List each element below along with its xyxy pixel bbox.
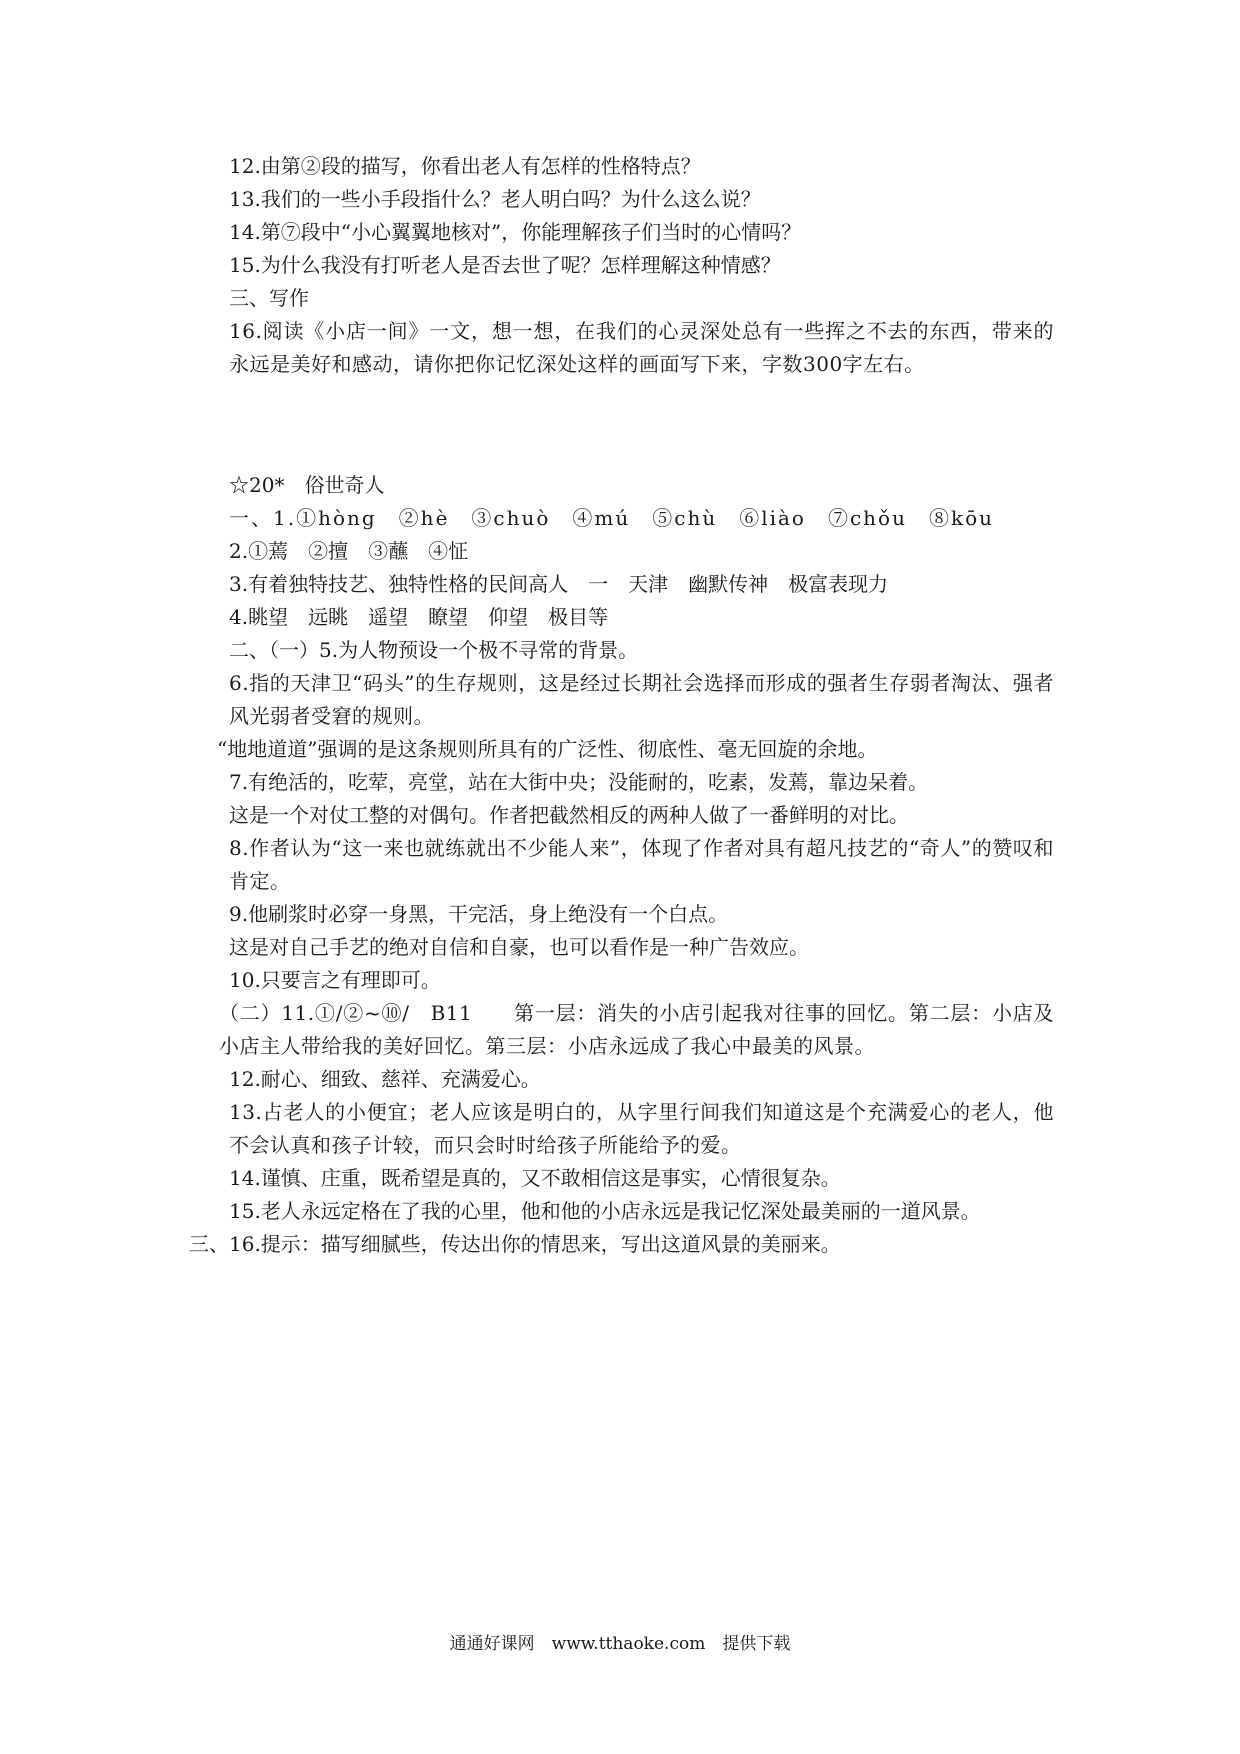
answer-6b: “地地道道”强调的是这条规则所具有的广泛性、彻底性、毫无回旋的余地。	[217, 737, 878, 761]
answer-7b: 这是一个对仗工整的对偶句。作者把截然相反的两种人做了一番鲜明的对比。	[229, 803, 909, 827]
answer-1: 一、1.①hòng ②hè ③chuò ④mú ⑤chù ⑥liào ⑦chǒu ⑧kōu	[229, 506, 995, 530]
answer-14: 14.谨慎、庄重，既希望是真的，又不敢相信这是事实，心情很复杂。	[229, 1166, 841, 1190]
answer-6: 6.指的天津卫“码头”的生存规则，这是经过长期社会选择而形成的强者生存弱者淘汰、强者风光弱者受窘的规则。	[229, 671, 1054, 728]
answer-16: 三、16.提示：描写细腻些，传达出你的情思来，写出这道风景的美丽来。	[189, 1232, 841, 1256]
question-13: 13.我们的一些小手段指什么？老人明白吗？为什么这么说？	[229, 187, 761, 211]
answer-9b: 这是对自己手艺的绝对自信和自豪，也可以看作是一种广告效应。	[229, 935, 809, 959]
answer-4: 4.眺望 远眺 遥望 瞭望 仰望 极目等	[229, 605, 609, 629]
answer-3: 3.有着独特技艺、独特性格的民间高人 一 天津 幽默传神 极富表现力	[229, 572, 889, 596]
lesson-title: ☆20* 俗世奇人	[229, 473, 385, 497]
answer-8: 8.作者认为“这一来也就练就出不少能人来”，体现了作者对具有超凡技艺的“奇人”的赞叹和肯定。	[229, 836, 1054, 893]
section-gap	[189, 381, 1054, 469]
answer-11: （二）11.①/②~⑩/ B11 第一层：消失的小店引起我对往事的回忆。第二层：小店及小店主人带给我的美好回忆。第三层：小店永远成了我心中最美的风景。	[219, 1001, 1054, 1058]
answer-5: 二、（一）5.为人物预设一个极不寻常的背景。	[229, 638, 639, 662]
question-15: 15.为什么我没有打听老人是否去世了呢？怎样理解这种情感？	[229, 253, 781, 277]
question-12: 12.由第②段的描写，你看出老人有怎样的性格特点？	[229, 154, 701, 178]
question-14: 14.第⑦段中“小心翼翼地核对”，你能理解孩子们当时的心情吗？	[229, 220, 802, 244]
answer-13: 13.占老人的小便宜；老人应该是明白的，从字里行间我们知道这是个充满爱心的老人，他不会认真和孩子计较，而只会时时给孩子所能给予的爱。	[229, 1100, 1054, 1157]
writing-heading: 三、写作	[229, 286, 309, 310]
answer-7: 7.有绝活的，吃荤，亮堂，站在大街中央；没能耐的，吃素，发蔫，靠边呆着。	[229, 770, 929, 794]
answer-2: 2.①蔫 ②擅 ③蘸 ④怔	[229, 539, 469, 563]
answer-12: 12.耐心、细致、慈祥、充满爱心。	[229, 1067, 541, 1091]
document-body	[189, 150, 1054, 1261]
answer-9: 9.他刷浆时必穿一身黑，干完活，身上绝没有一个白点。	[229, 902, 729, 926]
footer-credit: 通通好课网 www.tthaoke.com 提供下载	[449, 1634, 791, 1654]
answer-15: 15.老人永远定格在了我的心里，他和他的小店永远是我记忆深处最美丽的一道风景。	[229, 1199, 981, 1223]
question-16: 16.阅读《小店一间》一文，想一想，在我们的心灵深处总有一些挥之不去的东西，带来的永远是美好和感动，请你把你记忆深处这样的画面写下来，字数300字左右。	[229, 319, 1054, 376]
answer-10: 10.只要言之有理即可。	[229, 968, 441, 992]
